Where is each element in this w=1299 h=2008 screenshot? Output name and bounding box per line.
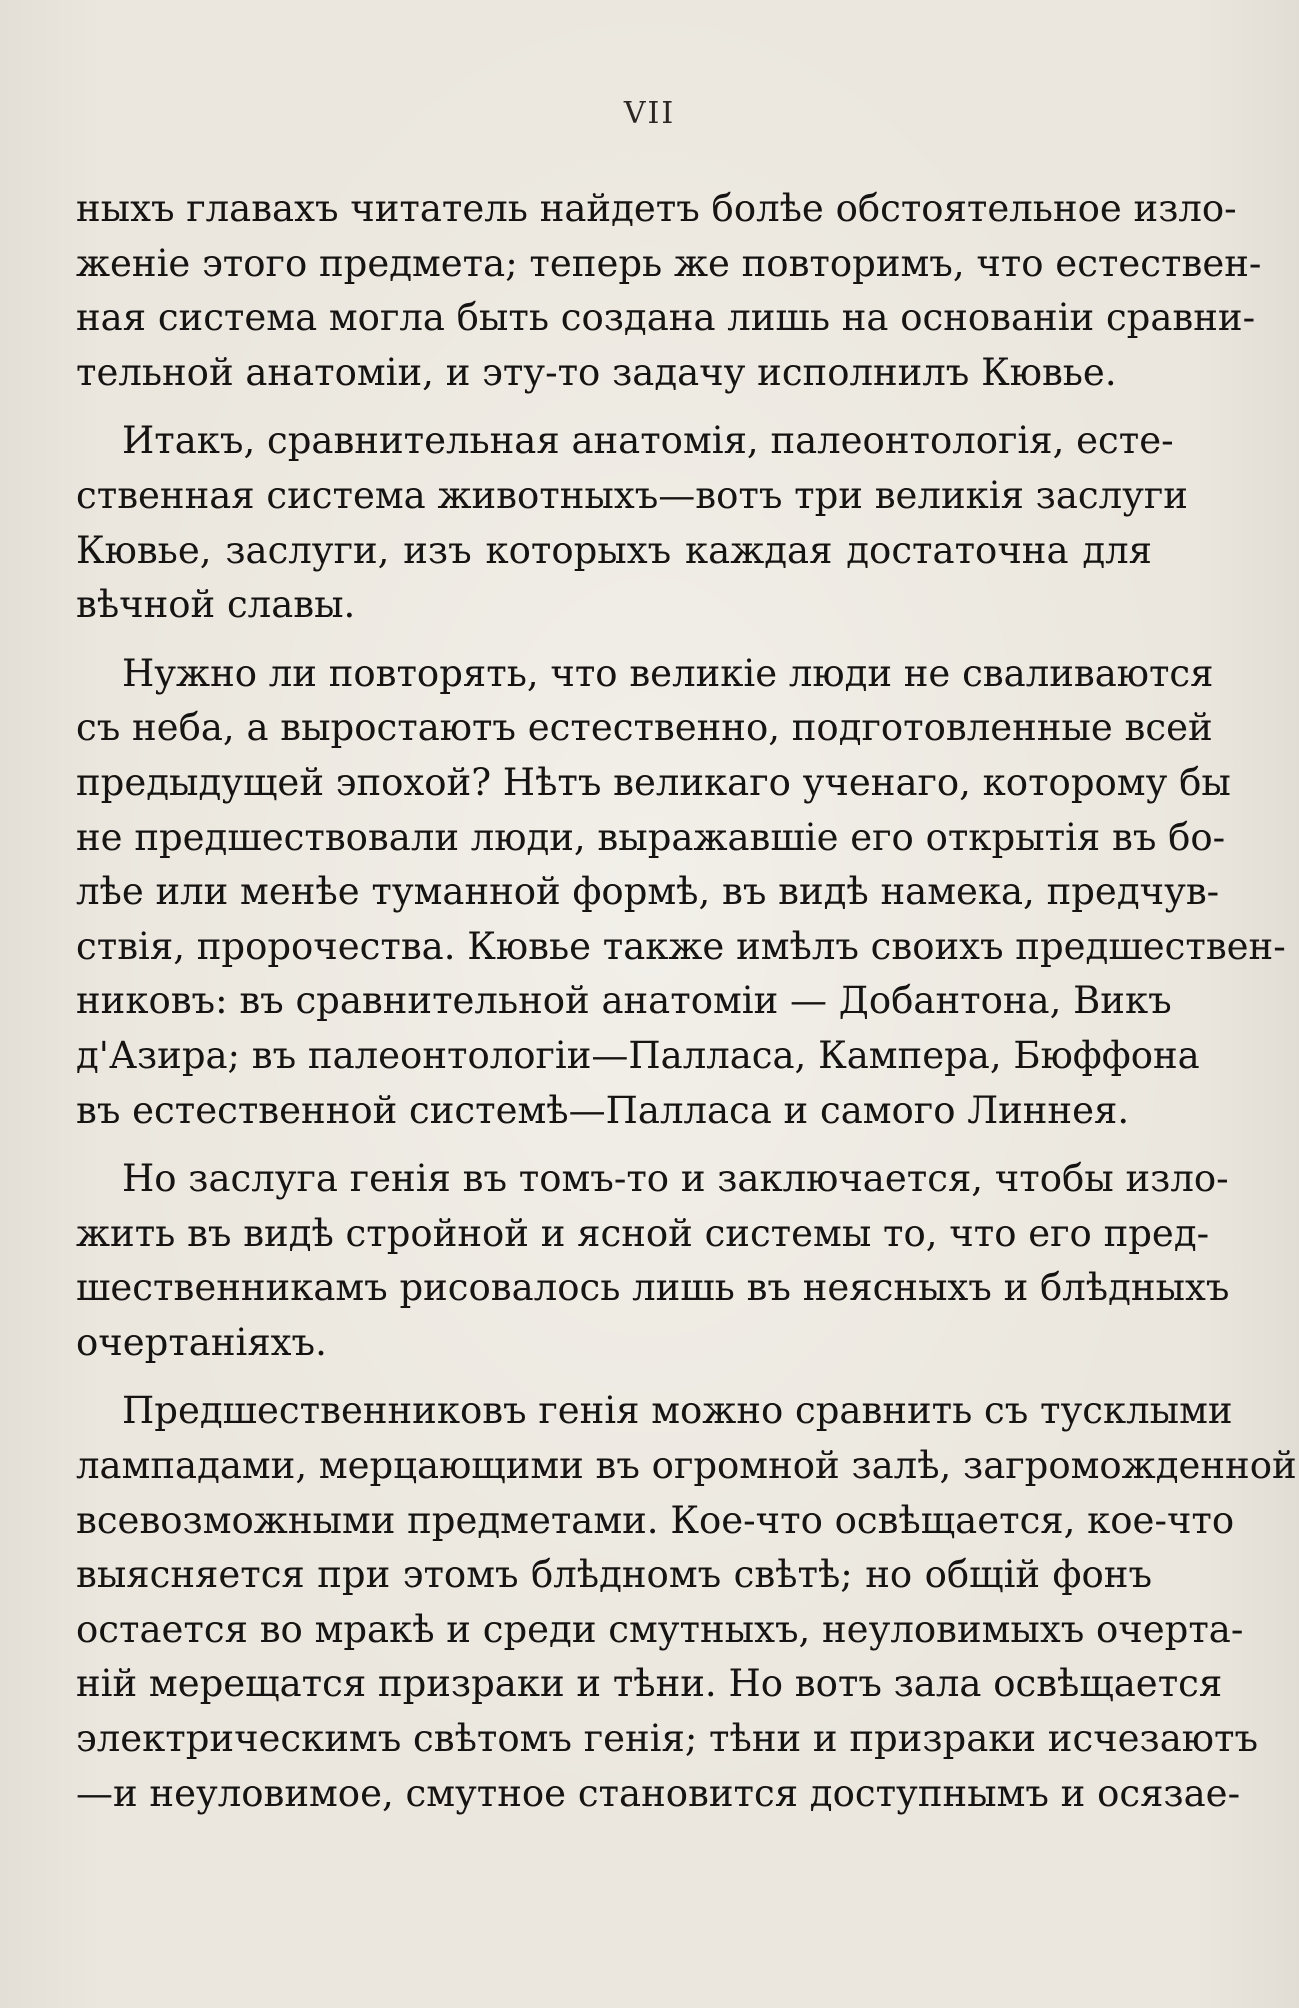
text-line: женіе этого предмета; теперь же повторимъ, что естествен-	[76, 241, 1262, 285]
text-line: Но заслуга генія въ томъ-то и заключается, чтобы изло-	[122, 1157, 1229, 1201]
text-line: ственная система животныхъ—вотъ три великія заслуги	[76, 473, 1188, 517]
text-line: электрическимъ свѣтомъ генія; тѣни и призраки исчезаютъ	[76, 1717, 1259, 1761]
text-line: ствія, пророчества. Кювье также имѣлъ своихъ предшествен-	[76, 924, 1286, 968]
paragraph-2	[76, 414, 1188, 632]
text-line: Предшественниковъ генія можно сравнить съ тусклыми	[122, 1389, 1233, 1433]
text-line: ныхъ главахъ читатель найдетъ болѣе обстоятельное изло-	[76, 187, 1237, 230]
text-line: никовъ: въ сравнительной анатоміи — Добантона, Викъ	[76, 979, 1172, 1023]
page-number: VII	[623, 96, 676, 131]
text-line: очертаніяхъ.	[76, 1320, 327, 1364]
text-line: съ неба, а выростаютъ естественно, подготовленные всей	[76, 706, 1213, 750]
text-line: остается во мракѣ и среди смутныхъ, неуловимыхъ очерта-	[76, 1607, 1244, 1651]
text-line: лампадами, мерцающими въ огромной залѣ, загроможденной	[76, 1444, 1297, 1488]
paragraph-1	[76, 182, 1262, 400]
text-line: Нужно ли повторять, что великіе люди не сваливаются	[122, 651, 1214, 695]
paragraph-5	[76, 1384, 1297, 1821]
text-line: жить въ видѣ стройной и ясной системы то, что его пред-	[76, 1211, 1210, 1255]
text-line: —и неуловимое, смутное становится доступнымъ и осязае-	[76, 1771, 1241, 1815]
text-line: д'Азира; въ палеонтологіи—Палласа, Кампера, Бюффона	[76, 1033, 1200, 1077]
paragraph-4	[76, 1152, 1230, 1370]
text-line: всевозможными предметами. Кое-что освѣщается, кое-что	[76, 1498, 1235, 1542]
text-line: Итакъ, сравнительная анатомія, палеонтологія, есте-	[122, 419, 1174, 463]
text-line: шественникамъ рисовалось лишь въ неясныхъ и блѣдныхъ	[76, 1266, 1230, 1310]
text-line: лѣе или менѣе туманной формѣ, въ видѣ намека, предчув-	[76, 870, 1220, 914]
text-line: ній мерещатся призраки и тѣни. Но вотъ зала освѣщается	[76, 1662, 1223, 1706]
text-line: Кювье, заслуги, изъ которыхъ каждая достаточна для	[76, 528, 1152, 572]
text-line: тельной анатоміи, и эту-то задачу исполнилъ Кювье.	[76, 350, 1117, 394]
text-line: ная система могла быть создана лишь на основаніи сравни-	[76, 296, 1256, 340]
text-line: не предшествовали люди, выражавшіе его открытія въ бо-	[76, 815, 1226, 859]
text-line: выясняется при этомъ блѣдномъ свѣтѣ; но общій фонъ	[76, 1553, 1152, 1597]
text-line: предыдущей эпохой? Нѣтъ великаго ученаго, которому бы	[76, 760, 1231, 804]
paragraph-3	[76, 647, 1286, 1138]
body-text	[76, 182, 1297, 1835]
text-line: въ естественной системѣ—Палласа и самого Линнея.	[76, 1088, 1130, 1132]
text-line: вѣчной славы.	[76, 583, 356, 627]
